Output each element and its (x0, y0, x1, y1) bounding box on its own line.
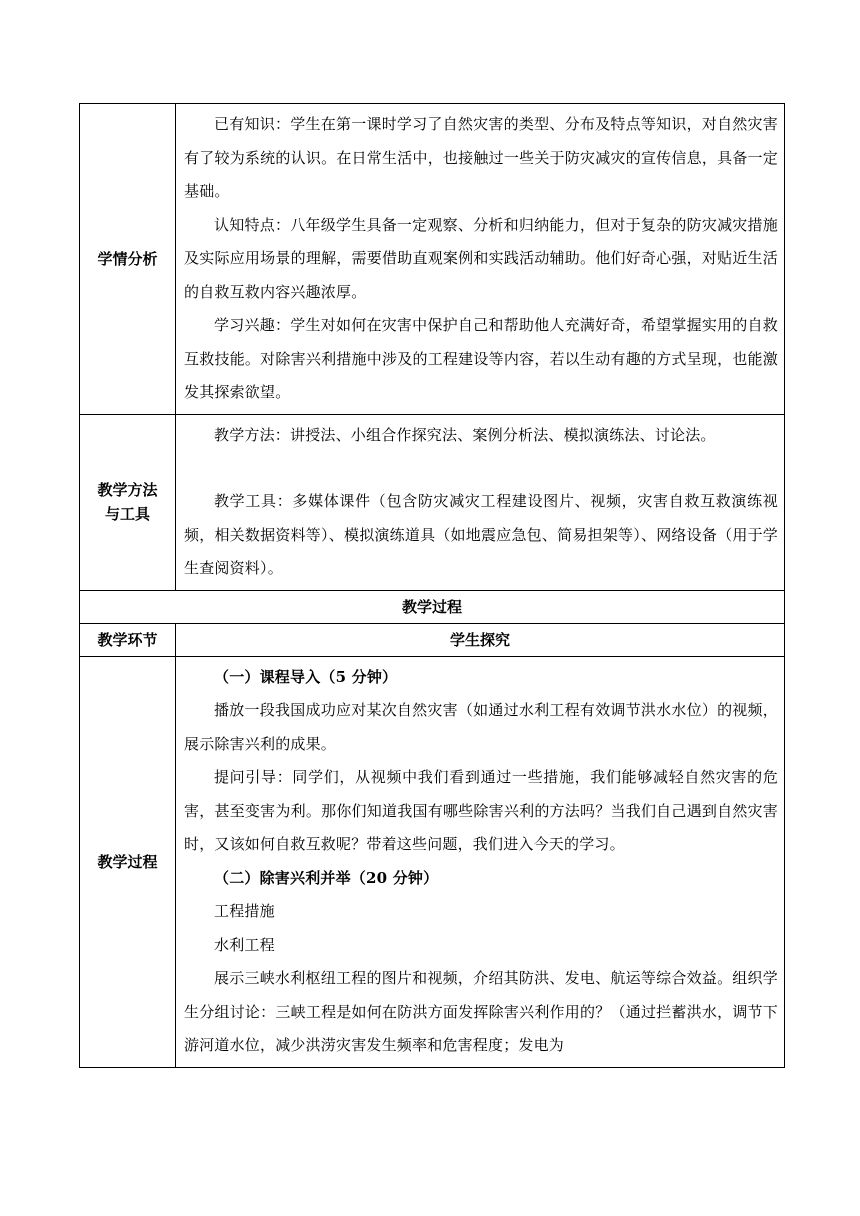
spacer (184, 452, 778, 485)
section1-paragraph2: 提问引导：同学们，从视频中我们看到通过一些措施，我们能够减轻自然灾害的危害，甚至变害为利。那你们知道我国有哪些除害兴利的方法吗？当我们自己遇到自然灾害时，又该如何自救互救呢？带着这些问题，我们进入今天的学习。 (184, 768, 778, 853)
process-title: 教学过程 (80, 590, 785, 623)
methods-label-line1: 教学方法 (97, 481, 158, 499)
process-content (176, 656, 785, 1067)
section2-paragraph1: 展示三峡水利枢纽工程的图片和视频，介绍其防洪、发电、航运等综合效益。组织学生分组讨论：三峡工程是如何在防洪方面发挥除害兴利作用的？（通过拦蓄洪水，调节下游河道水位，减少洪涝灾害发生频率和危害程度；发电为 (184, 969, 778, 1054)
process-label: 教学过程 (80, 656, 176, 1067)
prior-knowledge-paragraph: 已有知识：学生在第一课时学习了自然灾害的类型、分布及特点等知识，对自然灾害有了较为系统的认识。在日常生活中，也接触过一些关于防灾减灾的宣传信息，具备一定基础。 (184, 115, 778, 200)
section1-title: （一）课程导入（5 分钟） (214, 667, 398, 686)
methods-label-line2: 与工具 (104, 505, 150, 523)
lesson-plan-table (79, 103, 785, 1068)
learning-interest-paragraph: 学习兴趣：学生对如何在灾害中保护自己和帮助他人充满好奇，希望掌握实用的自救互救技能。对除害兴利措施中涉及的工程建设等内容，若以生动有趣的方式呈现，也能激发其探索欲望。 (184, 316, 778, 401)
situation-content (176, 104, 785, 415)
situation-row (80, 104, 785, 415)
header-col2: 学生探究 (176, 623, 785, 656)
methods-content (176, 414, 785, 590)
section2-subheading2: 水利工程 (214, 935, 275, 954)
section1-paragraph1: 播放一段我国成功应对某次自然灾害（如通过水利工程有效调节洪水水位）的视频，展示除害兴利的成果。 (184, 701, 778, 753)
process-title-row (80, 590, 785, 623)
section2-subheading1: 工程措施 (214, 902, 275, 920)
cognitive-traits-paragraph: 认知特点：八年级学生具备一定观察、分析和归纳能力，但对于复杂的防灾减灾措施及实际应用场景的理解，需要借助直观案例和实践活动辅助。他们好奇心强，对贴近生活的自救互救内容兴趣浓厚。 (184, 215, 778, 301)
methods-label (80, 414, 176, 590)
teaching-methods-paragraph: 教学方法：讲授法、小组合作探究法、案例分析法、模拟演练法、讨论法。 (214, 425, 716, 444)
section2-title: （二）除害兴利并举（20 分钟） (214, 868, 439, 887)
header-col1: 教学环节 (80, 623, 176, 656)
situation-label: 学情分析 (80, 104, 176, 415)
teaching-tools-paragraph: 教学工具：多媒体课件（包含防灾减灾工程建设图片、视频，灾害自救互救演练视频，相关数据资料等）、模拟演练道具（如地震应急包、简易担架等）、网络设备（用于学生查阅资料）。 (184, 492, 778, 577)
methods-row (80, 414, 785, 590)
process-row (80, 656, 785, 1067)
header-row (80, 623, 785, 656)
